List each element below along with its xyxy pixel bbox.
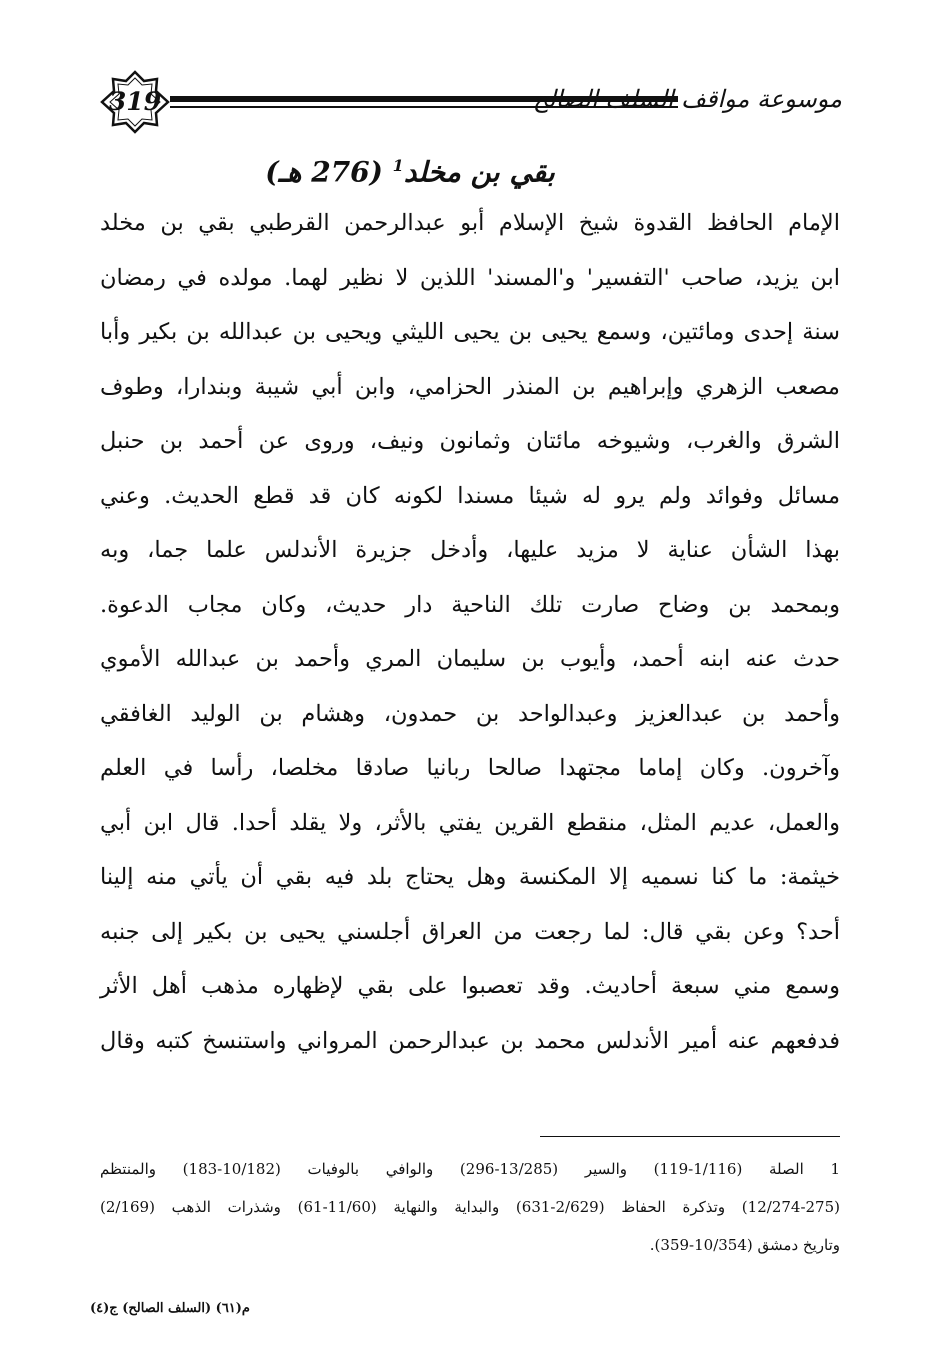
entry-heading bbox=[200, 142, 620, 190]
text-line: الشرق والغرب، وشيوخه مائتان وثمانون ونيف، وروى عن أحمد بن حنبل bbox=[100, 428, 840, 454]
entry-date: (276 هـ) bbox=[265, 155, 383, 189]
page-number: 319 bbox=[108, 87, 162, 116]
text-line: ابن يزيد، صاحب 'التفسير' و'المسند' اللذين لا نظير لهما. مولده في رمضان bbox=[100, 264, 840, 291]
page-number-badge bbox=[100, 70, 170, 134]
footnote-line: (12/274-275) وتذكرة الحفاظ (2/629-631) والبداية والنهاية (11/60-61) وشذرات الذهب (2/169) bbox=[100, 1198, 841, 1216]
footnote-line: 1 الصلة (1/116-119) والسير (13/285-296) والوافي بالوفيات (10/182-183) والمنتظم bbox=[100, 1160, 840, 1178]
page-header bbox=[100, 66, 842, 138]
text-line: فدفعهم عنه أمير الأندلس محمد بن عبدالرحمن المرواني واستنسخ كتبه وقال bbox=[100, 1027, 840, 1054]
text-line: والعمل، عديم المثل، منقطع القرين يفتي بالأثر، ولا يقلد أحدا. قال ابن أبي bbox=[100, 809, 840, 836]
text-line: وأحمد بن عبدالعزيز وعبدالواحد بن حمدون، وهشام بن الوليد الغافقي bbox=[100, 700, 840, 727]
text-line: حدث عنه ابنه أحمد، وأيوب بن سليمان المري وأحمد بن عبدالله الأموي bbox=[100, 646, 840, 672]
footnotes bbox=[100, 1150, 840, 1264]
printer-signature: م(٦١) (السلف الصالح) ج(٤) bbox=[90, 1301, 250, 1316]
series-title: موسوعة مواقف السلف الصالح bbox=[532, 85, 842, 113]
footnote-ref: 1 bbox=[392, 156, 404, 175]
text-line: بهذا الشأن عناية لا مزيد عليها، وأدخل جزيرة الأندلس علما جما، وبه bbox=[100, 537, 840, 563]
text-line: وآخرون. وكان إماما مجتهدا صالحا ربانيا صادقا مخلصا، رأسا في العلم bbox=[100, 755, 840, 781]
text-line: وسمع مني سبعة أحاديث. وقد تعصبوا على بقي لإظهاره مذهب أهل الأثر bbox=[100, 973, 840, 999]
text-line: مصعب الزهري وإبراهيم بن المنذر الحزامي، وابن أبي شيبة وبندارا، وطوف bbox=[100, 373, 840, 400]
footnote-divider bbox=[540, 1136, 840, 1137]
text-line: خيثمة: ما كنا نسميه إلا المكنسة وهل يحتاج بلد فيه بقي أن يأتي منه إلينا bbox=[100, 864, 840, 890]
text-line: سنة إحدى ومائتين، وسمع يحيى بن يحيى الليثي ويحيى بن عبدالله بن بكير وأبا bbox=[100, 319, 840, 345]
body-text bbox=[100, 196, 840, 1068]
footnote-line: وتاريخ دمشق (10/354-359). bbox=[649, 1236, 840, 1254]
text-line: أحد؟ وعن بقي قال: لما رجعت من العراق أجلسني يحيى بن بكير إلى جنبه bbox=[100, 918, 840, 945]
text-line: الإمام الحافظ القدوة شيخ الإسلام أبو عبدالرحمن القرطبي بقي بن مخلد bbox=[100, 210, 840, 236]
text-line: مسائل وفوائد ولم يرو له شيئا مسندا لكونه كان قد قطع الحديث. وعني bbox=[100, 482, 840, 509]
entry-title: بقي بن مخلد bbox=[403, 155, 555, 189]
text-line: وبمحمد بن وضاح صارت تلك الناحية دار حديث، وكان مجاب الدعوة. bbox=[100, 591, 840, 618]
